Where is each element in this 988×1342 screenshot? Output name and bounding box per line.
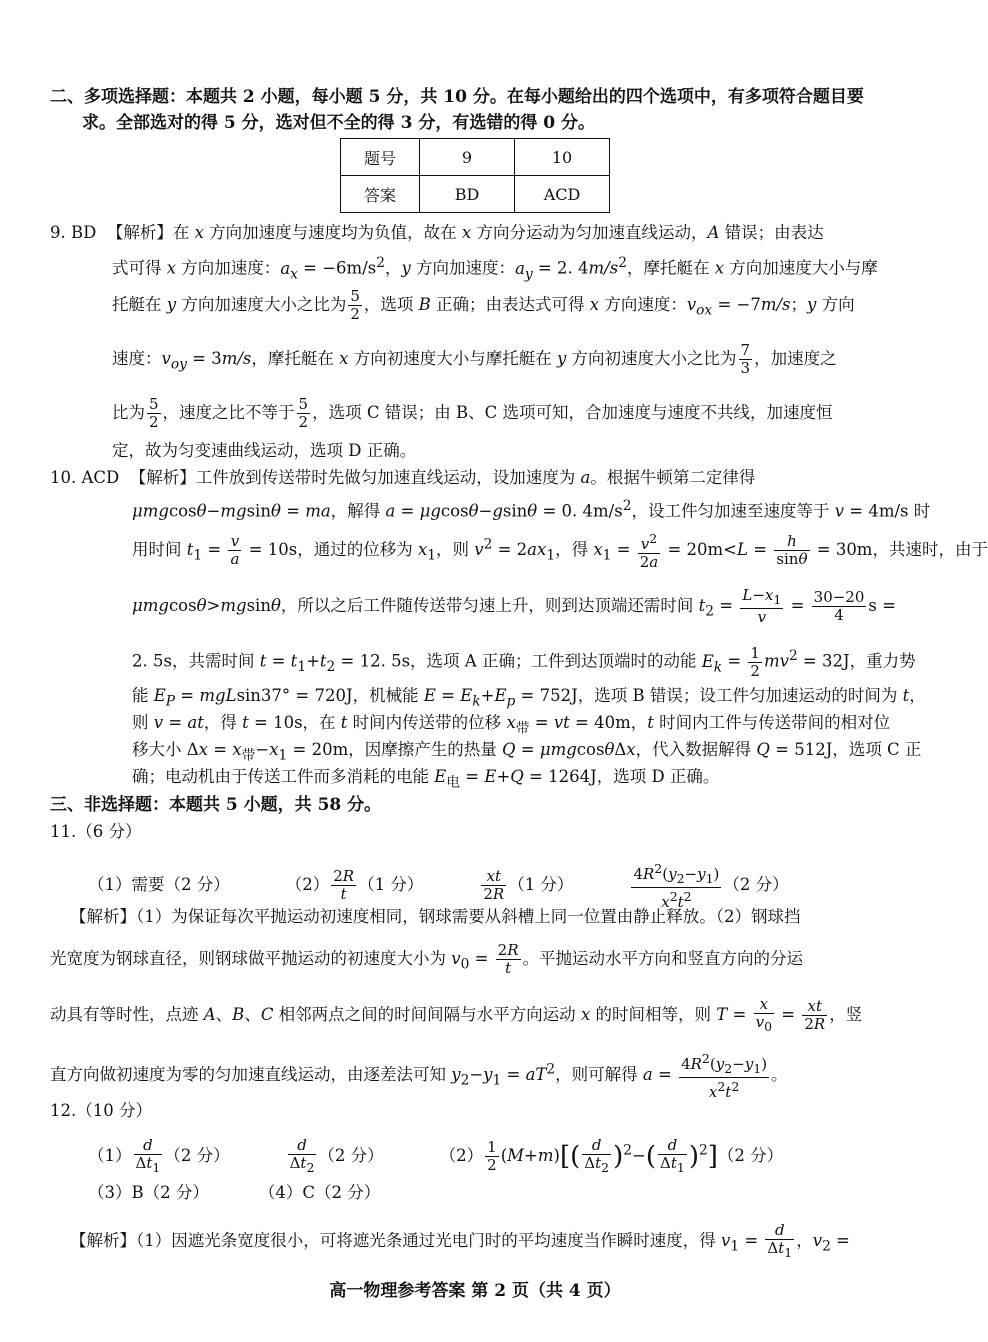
fraction: $\frac{L-x_1}{v}$: [742, 586, 782, 626]
q10-line-1: 10. ACD 【解析】工件放到传送带时先做匀加速直线运动，设加速度为 a。根据牛顿第二定律得: [50, 468, 756, 487]
fraction: $\frac{30-20}{4}$: [813, 588, 865, 624]
section3-heading: 三、非选择题：本题共 5 小题，共 58 分。: [50, 795, 382, 815]
q10-line-9: 确；电动机由于传送工件而多消耗的电能 $E_电 = E+Q = 1264J$，选项 D 正确。: [132, 767, 720, 791]
q9-line-4: 速度：$v_{oy} = 3m/s$，摩托艇在 x 方向初速度大小与摩托艇在 y 方向初速度大小之比为 $\frac{7}{3}$ ，加速度之: [112, 341, 837, 377]
section2-heading-line2: 求。全部选对的得 5 分，选对但不全的得 3 分，有选错的得 0 分。: [82, 113, 595, 133]
table-cell: 10: [515, 139, 610, 176]
fraction: $\frac{v}{a}$: [230, 532, 240, 568]
fraction: $\frac{5}{2}$: [298, 395, 309, 431]
q9-line-1: 9. BD 【解析】在 x 方向加速度与速度均为负值，故在 x 方向分运动为匀加速直线运动，A 错误；由表达: [50, 223, 824, 242]
fraction: $\frac{7}{3}$: [740, 341, 751, 377]
fraction: $\frac{d}{\Delta t_1}$: [135, 1136, 161, 1175]
q11-title: 11.（6 分）: [50, 822, 142, 841]
q10-line-4: μmgcosθ>mgsinθ，所以之后工件随传送带匀速上升，则到达顶端还需时间 $t_2$ = $\frac{L-x_1}{v}$ = $\frac{30-20}{4}$ s =: [132, 586, 896, 626]
fraction: $\frac{4R^2(y_2-y_1)}{x^2t^2}$: [633, 861, 720, 911]
q10-line-6: 能 $E_P = mgLsin37^\circ = 720J$，机械能 $E = E_k+E_p = 752J$，选项 B 错误；设工件匀加速运动的时间为 t，: [132, 686, 926, 710]
table-cell: 题号: [341, 139, 420, 176]
q11-analysis-line-3: 动具有等时性，点迹 A、B、C 相邻两点之间的时间间隔与水平方向运动 x 的时间相等，则 T = $\frac{x}{v_0}$ = $\frac{xt}{2R}$ ，竖: [50, 995, 863, 1034]
fraction: $\frac{h}{\sin\theta}$: [776, 532, 808, 568]
table-row: [341, 176, 610, 213]
fraction: $\frac{d}{\Delta t_2}$: [584, 1136, 610, 1175]
table-header-row: [341, 139, 610, 176]
q10-line-8: 移大小 $\Delta x = x_带-x_1 = 20m$，因摩擦产生的热量 Q = μmgcosθΔx，代入数据解得 Q = 512J，选项 C 正: [132, 740, 922, 764]
q10-line-5: 2. 5s，共需时间 $t = t_1+t_2 = 12$. 5s，选项 A 正确；工件到达顶端时的动能 $E_k$ = $\frac{1}{2}$ $mv^2 = 32J$，重力势: [132, 643, 916, 680]
fraction: $\frac{1}{2}$: [487, 1138, 497, 1174]
fraction: $\frac{5}{2}$: [350, 287, 360, 323]
fraction: $\frac{2R}{t}$: [497, 941, 519, 977]
q11-analysis-line-2: 光宽度为钢球直径，则钢球做平抛运动的初速度大小为 $v_0$ = $\frac{2R}{t}$ 。平抛运动水平方向和竖直方向的分运: [50, 941, 803, 977]
q9-line-6: 定，故为匀变速曲线运动，选项 D 正确。: [112, 441, 417, 460]
table-cell: ACD: [515, 176, 610, 213]
table-cell: 9: [420, 139, 515, 176]
q12-answers-row-1: （1） $\frac{d}{\Delta t_1}$ （2 分） $\frac{d}{\Delta t_2}$ （2 分） （2） $\frac{1}{2}$ (M+m)[( $\frac{d}{\Delta t_2}$ )$^2$−( $\frac{d}{\Delta t_1}$ )$^2$]（2 分）: [88, 1136, 784, 1175]
q9-line-3: 托艇在 y 方向加速度大小之比为 $\frac{5}{2}$ ，选项 B 正确；由表达式可得 x 方向速度：$v_{ox} = -7m/s$；y 方向: [112, 287, 855, 323]
answer-table: [340, 138, 610, 213]
fraction: $\frac{5}{2}$: [149, 395, 159, 431]
q11-analysis-line-1: 【解析】（1）为保证每次平抛运动初速度相同，钢球需要从斜槽上同一位置由静止释放。（2）钢球挡: [70, 907, 801, 926]
q9-line-2: 式可得 x 方向加速度：$a_x = -6m/s^2$，y 方向加速度：$a_y = 2$. $4m/s^2$，摩托艇在 x 方向加速度大小与摩: [112, 255, 878, 282]
table-cell: 答案: [341, 176, 420, 213]
q10-line-2: μmgcosθ−mgsinθ = ma，解得 a = μgcosθ−gsinθ = 0. $4m/s^2$，设工件匀加速至速度等于 v = 4m/s 时: [132, 498, 931, 521]
fraction: $\frac{2R}{t}$: [333, 867, 355, 903]
fraction: $\frac{d}{\Delta t_1}$: [660, 1136, 685, 1175]
q10-line-3: 用时间 $t_1$ = $\frac{v}{a}$ = 10s，通过的位移为 $x_1$，则 $v^2 = 2ax_1$，得 $x_1$ = $\frac{v^2}{2a}$ = 20m<L = $\frac{h}{\sin\theta}$ = 30m，共速时，由于: [132, 531, 988, 571]
fraction: $\frac{xt}{2R}$: [483, 867, 505, 903]
fraction: $\frac{v^2}{2a}$: [639, 531, 659, 571]
q11-analysis-line-4: 直方向做初速度为零的匀加速直线运动，由逐差法可知 $y_2-y_1 = aT^2$，则可解得 a = $\frac{4R^2(y_2-y_1)}{x^2t^2}$ 。: [50, 1051, 788, 1101]
section2-heading-line1: 二、多项选择题：本题共 2 小题，每小题 5 分，共 10 分。在每小题给出的四个选项中，有多项符合题目要: [50, 87, 864, 107]
page-footer: 高一物理参考答案 第 2 页（共 4 页）: [329, 1281, 621, 1301]
fraction: $\frac{xt}{2R}$: [804, 997, 826, 1033]
q10-line-7: 则 v = at，得 t = 10s，在 t 时间内传送带的位移 $x_带$ = vt = 40m，t 时间内工件与传送带间的相对位: [132, 713, 891, 737]
table-cell: BD: [420, 176, 515, 213]
fraction: $\frac{d}{\Delta t_2}$: [289, 1136, 315, 1175]
q12-answers-row-2: （3）B（2 分） （4）C（2 分）: [88, 1183, 381, 1202]
fraction: $\frac{d}{\Delta t_1}$: [767, 1221, 793, 1260]
q12-title: 12.（10 分）: [50, 1101, 152, 1120]
q12-analysis-line-1: 【解析】（1）因遮光条宽度很小，可将遮光条通过光电门时的平均速度当作瞬时速度，得 $v_1$ = $\frac{d}{\Delta t_1}$ ，$v_2$ =: [70, 1221, 850, 1260]
fraction: $\frac{4R^2(y_2-y_1)}{x^2t^2}$: [681, 1051, 768, 1101]
fraction: $\frac{x}{v_0}$: [755, 995, 773, 1034]
q9-line-5: 比为 $\frac{5}{2}$ ，速度之比不等于 $\frac{5}{2}$ ，选项 C 错误；由 B、C 选项可知，合加速度与速度不共线，加速度恒: [112, 395, 833, 431]
q11-answers: （1）需要（2 分） （2） $\frac{2R}{t}$ （1 分） $\frac{xt}{2R}$ （1 分） $\frac{4R^2(y_2-y_1)}{x^2t^2}$ （2 分）: [88, 861, 789, 911]
fraction: $\frac{1}{2}$: [750, 643, 760, 680]
